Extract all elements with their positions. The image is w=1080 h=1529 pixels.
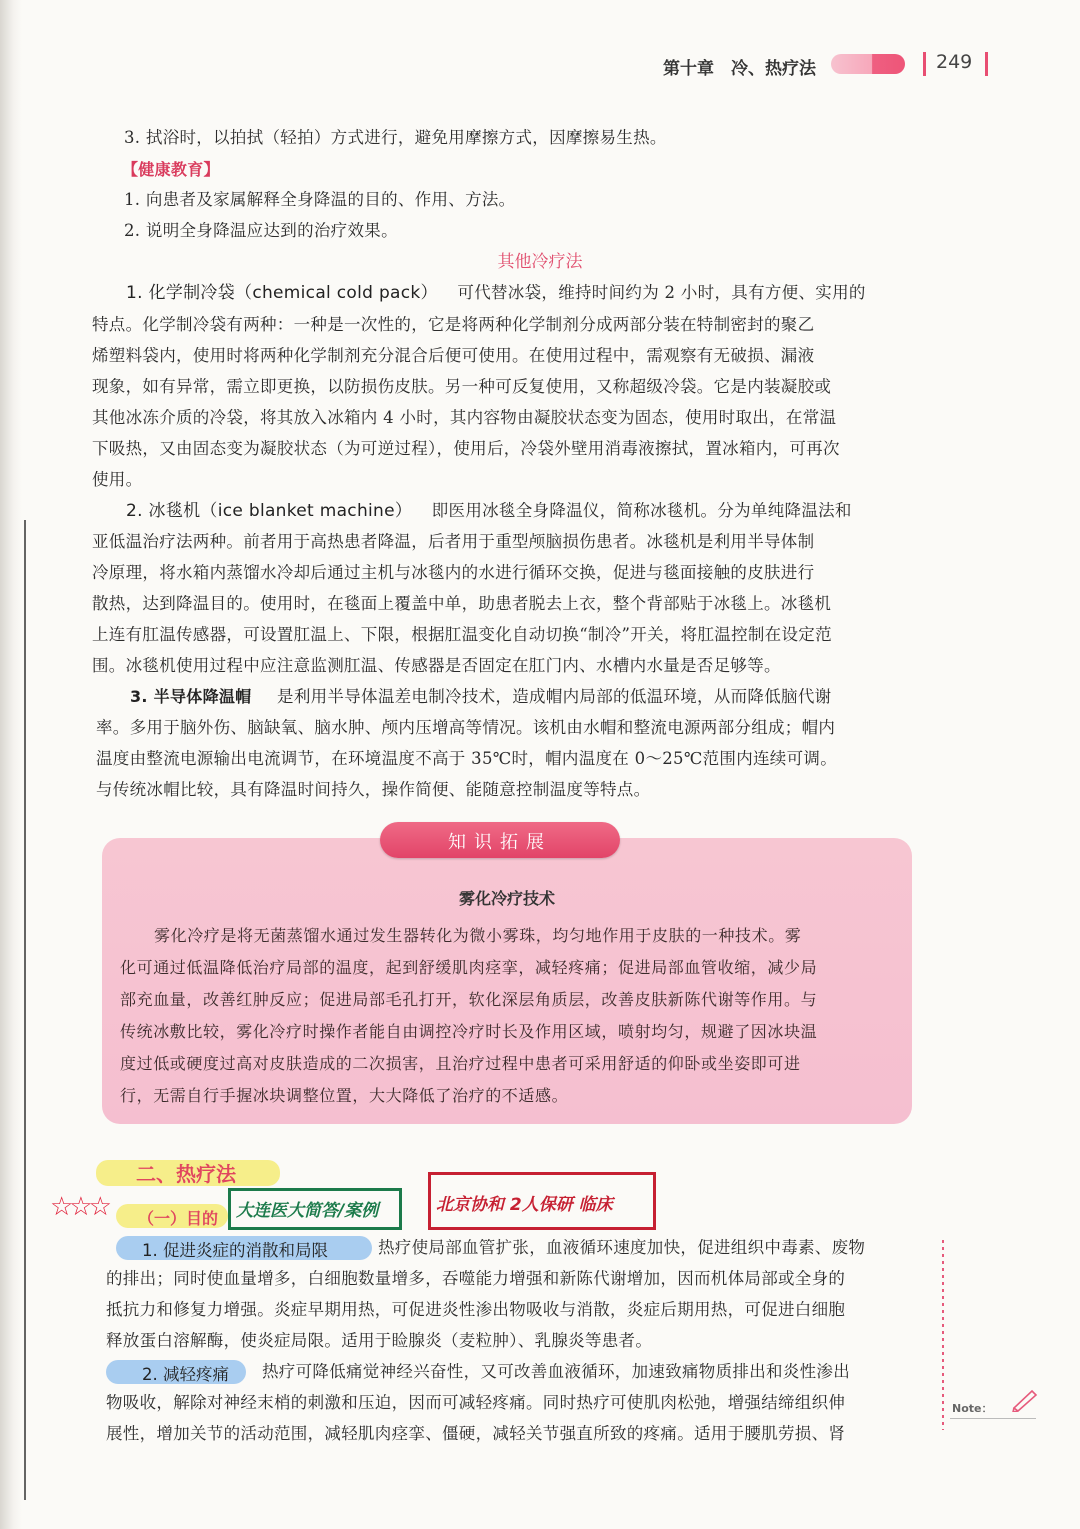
handwritten-note-green: 大连医大简答/案例 [236,1201,379,1221]
subsection-title: （一）目的 [138,1209,219,1228]
paragraph-line [126,499,852,523]
handwritten-note-red: 北京协和 2人保研 临床 [436,1195,613,1215]
text-line: 2. 说明全身降温应达到的治疗效果。 [124,221,398,240]
page-number: 249 [936,51,973,73]
page-header [655,48,1035,82]
knowledge-line: 行，无需自行手握冰块调整位置，大大降低了治疗的不适感。 [120,1086,569,1105]
item-heading: 3. 半导体降温帽 [130,687,252,706]
text-line: 下吸热，又由固态变为凝胶状态（为可逆过程），使用后，冷袋外壁用消毒液擦拭，置冰箱内，可再次 [92,439,840,458]
text-line: 释放蛋白溶解酶，使炎症局限。适用于睑腺炎（麦粒肿）、乳腺炎等患者。 [106,1331,653,1350]
text-line: 与传统冰帽比较，具有降温时间持久，操作简便、能随意控制温度等特点。 [96,780,651,799]
text-line: 抵抗力和修复力增强。炎症早期用热，可促进炎性渗出物吸收与消散，炎症后期用热，可促进白细胞 [106,1300,846,1319]
pencil-icon [1010,1388,1040,1412]
section-title: 二、热疗法 [136,1162,236,1186]
paragraph-line [126,281,866,305]
header-separator-right [985,52,988,76]
text-line: 其他冰冻介质的冷袋，将其放入冰箱内 4 小时，其内容物由凝胶状态变为固态，使用时取出，在常温 [92,408,837,427]
text-line: 温度由整流电源输出电流调节，在环境温度不高于 35℃时，帽内温度在 0～25℃范围内连续可调。 [96,749,837,768]
text-line: 热疗可降低痛觉神经兴奋性，又可改善血液循环，加速致痛物质排出和炎性渗出 [262,1362,850,1381]
text-line: 热疗使局部血管扩张，血液循环速度加快，促进组织中毒素、废物 [378,1238,866,1257]
item-heading: 1. 化学制冷袋（chemical cold pack） [126,283,438,303]
item-heading: 1. 促进炎症的消散和局限 [142,1241,328,1260]
chapter-title: 第十章 冷、热疗法 [663,59,816,79]
text-line: 上连有肛温传感器，可设置肛温上、下限，根据肛温变化自动切换“制冷”开关，将肛温控制在设定范 [92,625,832,644]
knowledge-label: 知识拓展 [448,832,552,853]
knowledge-line: 度过低或硬度过高对皮肤造成的二次损害，且治疗过程中患者可采用舒适的仰卧或坐姿即可进 [120,1054,801,1073]
text-line: 亚低温治疗法两种。前者用于高热患者降温，后者用于重型颅脑损伤患者。冰毯机是利用半导体制 [92,532,815,551]
knowledge-line: 雾化冷疗是将无菌蒸馏水通过发生器转化为微小雾珠，均匀地作用于皮肤的一种技术。雾 [154,926,802,945]
paragraph-line [130,685,831,709]
knowledge-line: 化可通过低温降低治疗局部的温度，起到舒缓肌肉痉挛，减轻疼痛；促进局部血管收缩，减少局 [120,958,818,977]
text-line: 使用。 [92,470,143,489]
text-line: 冷原理，将水箱内蒸馏水冷却后通过主机与冰毯内的水进行循环交换，促进与毯面接触的皮肤进行 [92,563,815,582]
note-margin-dots [942,1240,944,1430]
text-span: 可代替冰袋，维持时间约为 2 小时，具有方便、实用的 [457,283,866,302]
knowledge-subtitle: 雾化冷疗技术 [458,889,555,908]
knowledge-label-pill [380,822,620,858]
item-heading: 2. 冰毯机（ice blanket machine） [126,501,413,521]
text-line: 1. 向患者及家属解释全身降温的目的、作用、方法。 [124,190,516,209]
text-line: 率。多用于脑外伤、脑缺氧、脑水肿、颅内压增高等情况。该机由水帽和整流电源两部分组成；帽内 [96,718,836,737]
header-decor-bar [831,54,905,74]
text-span: 即医用冰毯全身降温仪，简称冰毯机。分为单纯降温法和 [431,501,852,520]
note-label: Note： [952,1402,993,1415]
binding-line [24,520,26,1500]
health-education-heading: 【健康教育】 [122,160,220,179]
header-separator [923,52,926,76]
text-line: 烯塑料袋内，使用时将两种化学制剂充分混合后便可使用。在使用过程中，需观察有无破损、漏液 [92,346,815,365]
text-line: 的排出；同时使血量增多，白细胞数量增多，吞噬能力增强和新陈代谢增加，因而机体局部或全身的 [106,1269,846,1288]
text-span: 是利用半导体温差电制冷技术，造成帽内局部的低温环境，从而降低脑代谢 [277,687,832,706]
star-annotation: ☆☆☆ [50,1192,108,1222]
text-line: 3. 拭浴时，以拍拭（轻拍）方式进行，避免用摩擦方式，因摩擦易生热。 [124,128,667,147]
text-line: 展性，增加关节的活动范围，减轻肌肉痉挛、僵硬，减轻关节强直所致的疼痛。适用于腰肌劳损、肾 [106,1424,846,1443]
text-line: 散热，达到降温目的。使用时，在毯面上覆盖中单，助患者脱去上衣，整个背部贴于冰毯上。冰毯机 [92,594,832,613]
text-line: 现象，如有异常，需立即更换，以防损伤皮肤。另一种可反复使用，又称超级冷袋。它是内装凝胶或 [92,377,832,396]
knowledge-line: 部充血量，改善红肿反应；促进局部毛孔打开，软化深层角质层，改善皮肤新陈代谢等作用。与 [120,990,818,1009]
other-cold-therapy-title: 其他冷疗法 [497,252,583,272]
text-line: 物吸收，解除对神经末梢的刺激和压迫，因而可减轻疼痛。同时热疗可使肌肉松弛，增强结缔组织伸 [106,1393,846,1412]
text-line: 特点。化学制冷袋有两种：一种是一次性的，它是将两种化学制剂分成两部分装在特制密封的聚乙 [92,315,815,334]
note-underline [950,1418,1036,1419]
page-edge-shadow [0,0,22,1529]
knowledge-box [102,838,912,1124]
knowledge-line: 传统冰敷比较，雾化冷疗时操作者能自由调控冷疗时长及作用区域，喷射均匀，规避了因冰块温 [120,1022,818,1041]
item-heading: 2. 减轻疼痛 [142,1365,229,1384]
text-line: 围。冰毯机使用过程中应注意监测肛温、传感器是否固定在肛门内、水槽内水量是否足够等。 [92,656,781,675]
